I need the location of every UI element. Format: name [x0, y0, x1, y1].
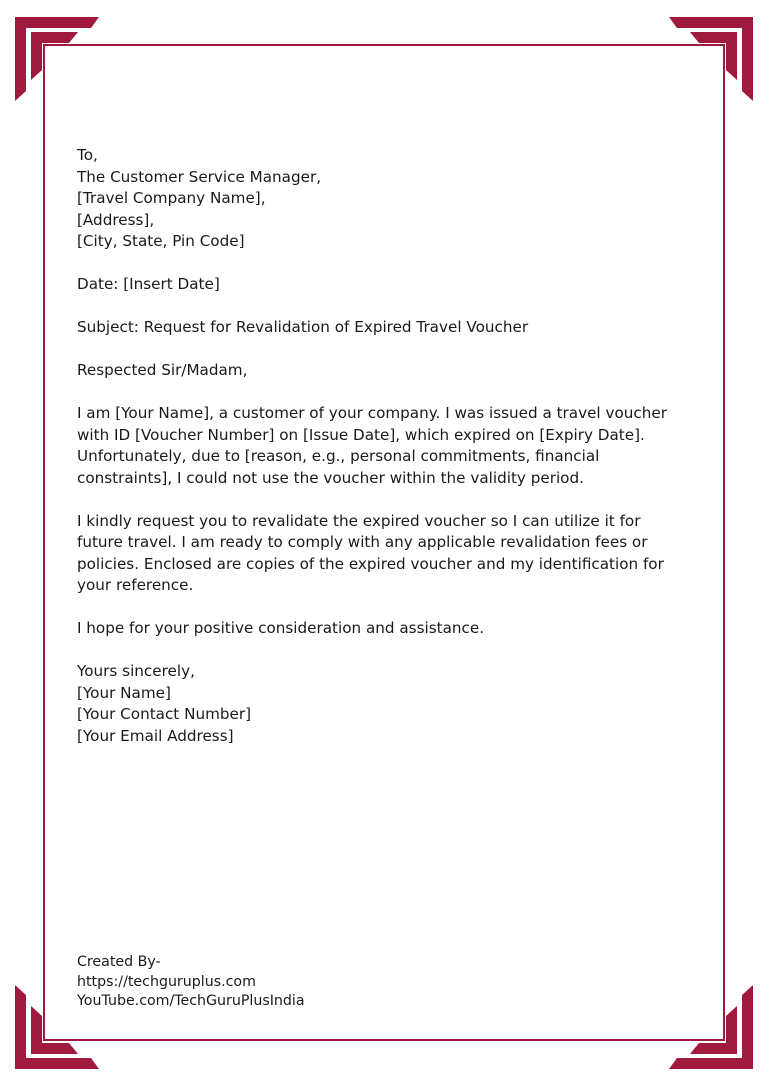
- paragraph-line: Unfortunately, due to [reason, e.g., personal commitments, financial: [77, 447, 600, 465]
- letter-date: [77, 274, 687, 296]
- closing-line: [Your Email Address]: [77, 726, 234, 745]
- recipient-line: To,: [77, 146, 98, 164]
- body-paragraph-3: [77, 618, 687, 640]
- letter-salutation: [77, 360, 687, 382]
- body-paragraph-1: [77, 403, 687, 489]
- salutation-line: Respected Sir/Madam,: [77, 361, 248, 379]
- paragraph-line: policies. Enclosed are copies of the expired voucher and my identification for: [77, 554, 664, 573]
- letter-closing: [77, 661, 687, 747]
- letter-subject: [77, 317, 687, 339]
- closing-line: Yours sincerely,: [77, 662, 195, 680]
- letter-body: [77, 145, 687, 769]
- date-line: Date: [Insert Date]: [77, 275, 220, 293]
- website-link[interactable]: https://techguruplus.com: [77, 973, 256, 990]
- recipient-line: [Travel Company Name],: [77, 189, 266, 207]
- corner-ornament-top-left: [15, 17, 99, 101]
- recipient-line: [City, State, Pin Code]: [77, 232, 245, 250]
- recipient-address: [77, 145, 687, 253]
- recipient-line: [Address],: [77, 210, 155, 229]
- paragraph-line: with ID [Voucher Number] on [Issue Date], which expired on [Expiry Date].: [77, 425, 645, 444]
- youtube-link[interactable]: YouTube.com/TechGuruPlusIndia: [77, 993, 305, 1010]
- subject-line: Subject: Request for Revalidation of Expired Travel Voucher: [77, 318, 529, 336]
- creator-credits: [77, 953, 305, 1012]
- corner-ornament-bottom-right: [669, 985, 753, 1069]
- paragraph-line: I kindly request you to revalidate the expired voucher so I can utilize it for: [77, 511, 641, 530]
- created-by-label: Created By-: [77, 954, 161, 970]
- corner-ornament-top-right: [669, 17, 753, 101]
- body-paragraph-2: [77, 511, 687, 597]
- closing-line: [Your Contact Number]: [77, 705, 252, 723]
- paragraph-line: I hope for your positive consideration and assistance.: [77, 619, 485, 637]
- paragraph-line: your reference.: [77, 576, 194, 594]
- paragraph-line: I am [Your Name], a customer of your company. I was issued a travel voucher: [77, 404, 667, 422]
- paragraph-line: constraints], I could not use the voucher within the validity period.: [77, 468, 584, 487]
- recipient-line: The Customer Service Manager,: [77, 167, 322, 186]
- paragraph-line: future travel. I am ready to comply with any applicable revalidation fees or: [77, 533, 648, 551]
- closing-line: [Your Name]: [77, 683, 171, 702]
